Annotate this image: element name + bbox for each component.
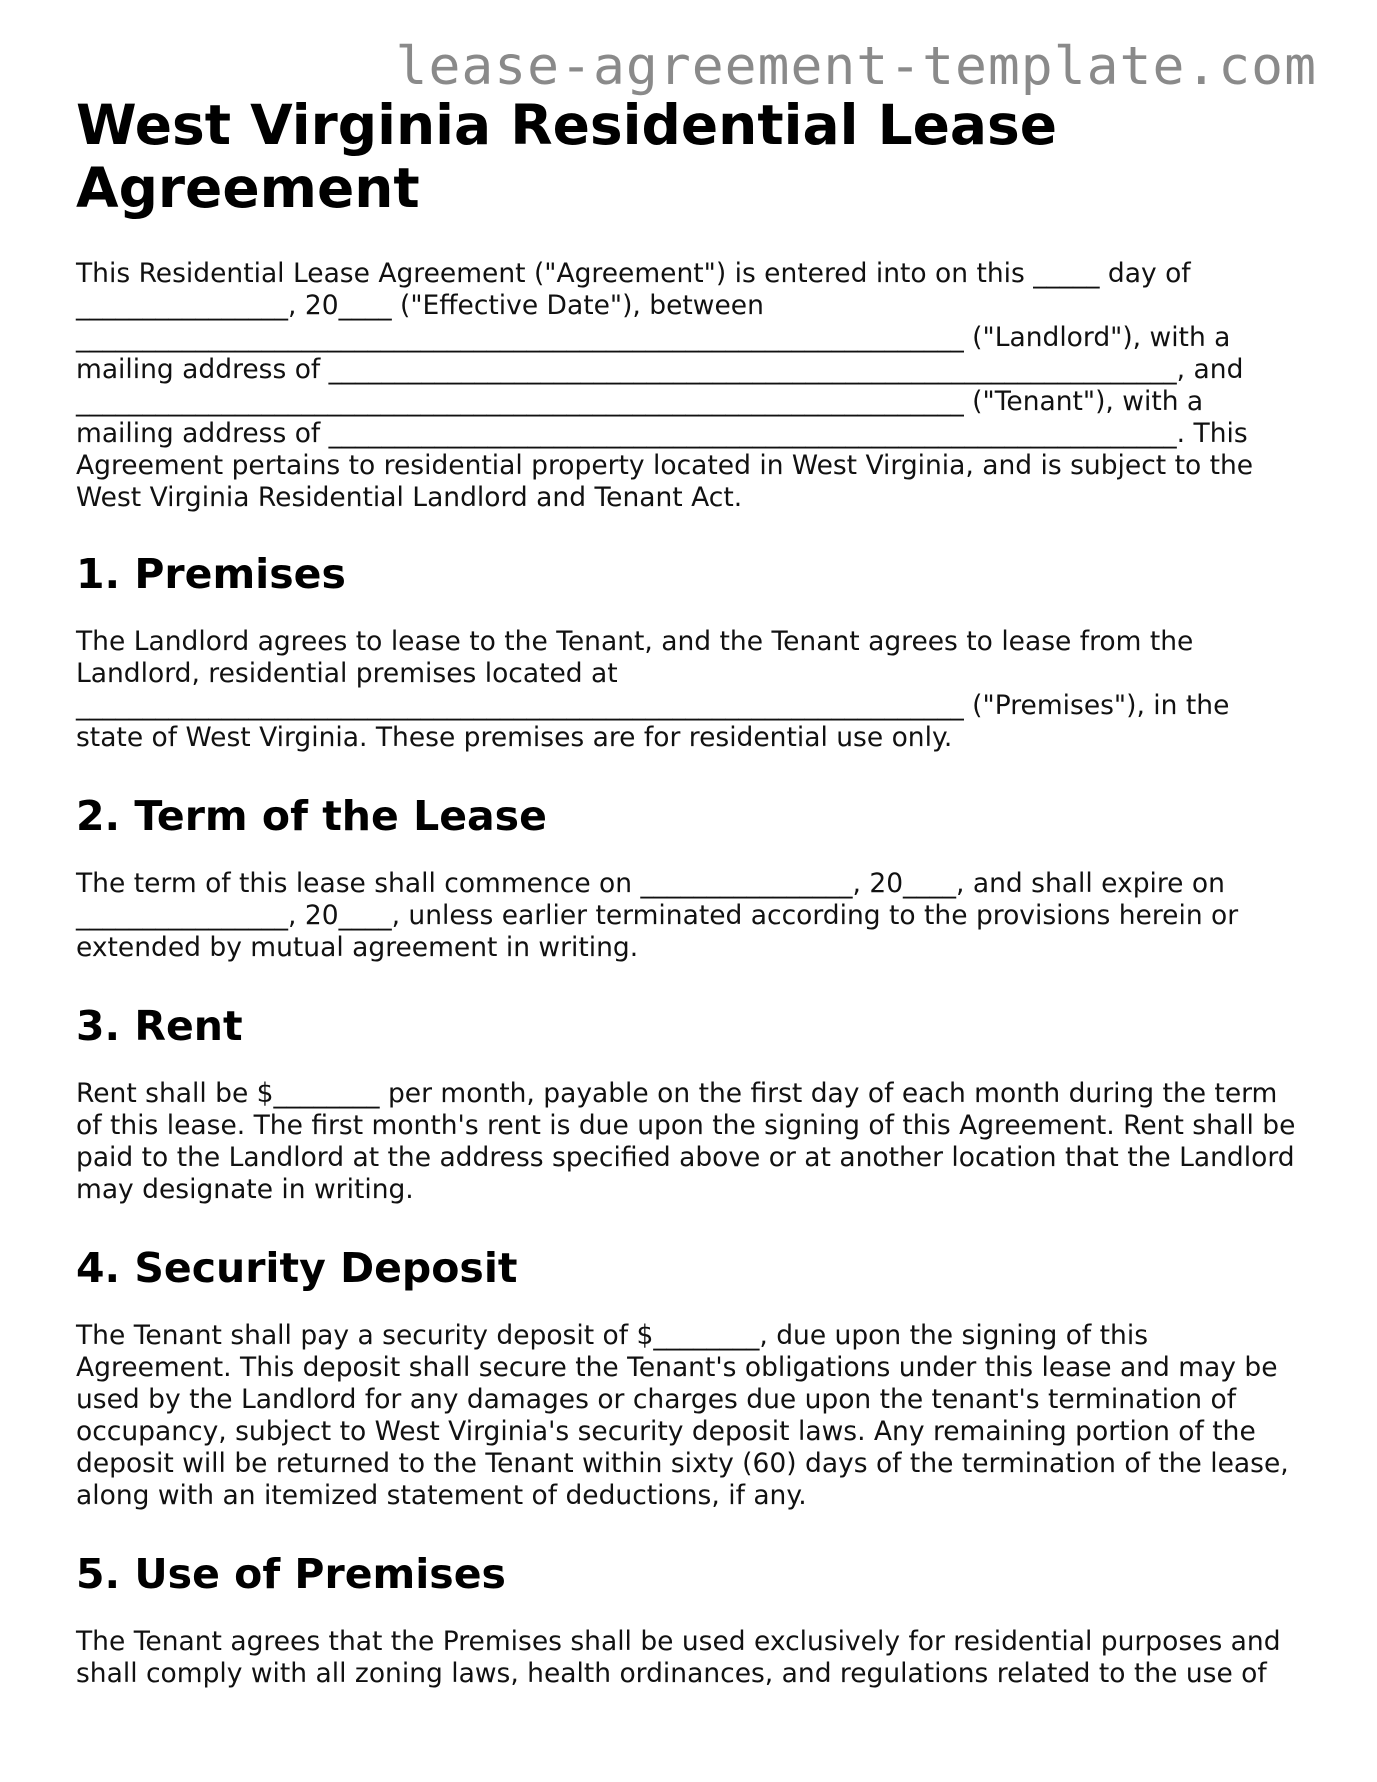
intro-paragraph: This Residential Lease Agreement ("Agreement") is entered into on this _____ day of ________________, 20____ ("Effective Date"), between ___________________________________________________________________ ("Landlord"), with a mailing address of ________________________________________________________________, and ___________________________________________________________________ ("Tenant"), with a mailing address of ________________________________________________________________. This Agreement pertains to residential property located in West Virginia, and is subject to the West Virginia Residential Landlord and Tenant Act.: [76, 258, 1254, 513]
section-heading-use-of-premises: 5. Use of Premises: [76, 1550, 506, 1598]
document-content: [76, 94, 1301, 1690]
section-heading-rent: 3. Rent: [76, 1002, 243, 1050]
section-body-security-deposit: The Tenant shall pay a security deposit of $________, due upon the signing of this Agreement. This deposit shall secure the Tenant's obligations under this lease and may be used by the Landlord for any damages or charges due upon the tenant's termination of occupancy, subject to West Virginia's security deposit laws. Any remaining portion of the deposit will be returned to the Tenant within sixty (60) days of the termination of the lease, along with an itemized statement of deductions, if any.: [76, 1320, 1289, 1511]
section-body-term: The term of this lease shall commence on ________________, 20____, and shall expire on ________________, 20____, unless earlier terminated according to the provisions herein or extended by mutual agreement in writing.: [76, 868, 1239, 963]
section-body-premises: The Landlord agrees to lease to the Tenant, and the Tenant agrees to lease from the Landlord, residential premises located at ___________________________________________________________________ ("Premises"), in the state of West Virginia. These premises are for residential use only.: [76, 626, 1230, 753]
section-heading-premises: 1. Premises: [76, 550, 346, 598]
watermark: lease-agreement-template.com: [395, 36, 1317, 97]
document-title: West Virginia Residential Lease Agreement: [76, 93, 1058, 220]
section-heading-term: 2. Term of the Lease: [76, 792, 547, 840]
section-body-use-of-premises: The Tenant agrees that the Premises shall be used exclusively for residential purposes and shall comply with all zoning laws, health ordinances, and regulations related to the use of: [76, 1626, 1281, 1689]
section-heading-security-deposit: 4. Security Deposit: [76, 1244, 518, 1292]
section-body-rent: Rent shall be $________ per month, payable on the first day of each month during the term of this lease. The first month's rent is due upon the signing of this Agreement. Rent shall be paid to the Landlord at the address specified above or at another location that the Landlord may designate in writing.: [76, 1078, 1296, 1205]
